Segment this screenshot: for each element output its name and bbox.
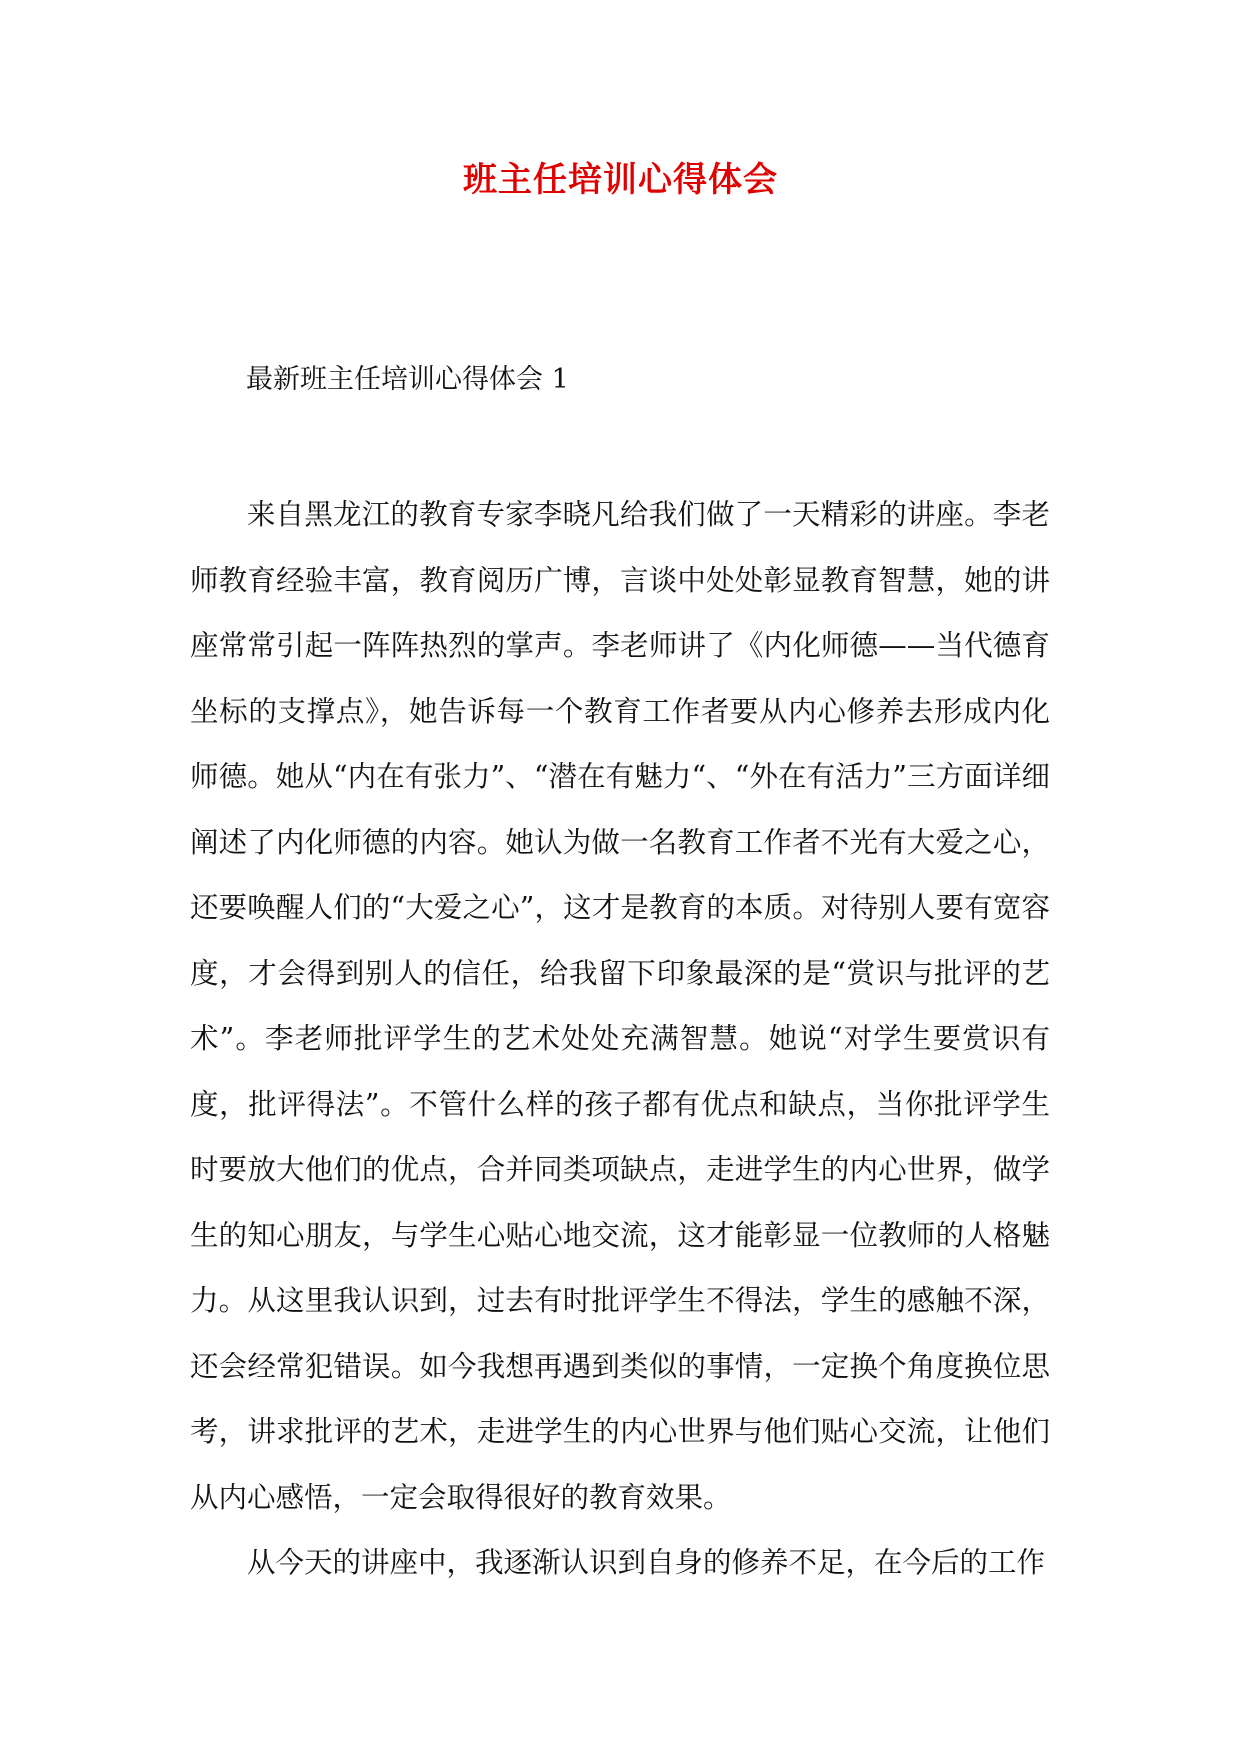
paragraph-2: 从今天的讲座中，我逐渐认识到自身的修养不足，在今后的工作: [247, 1546, 1046, 1579]
document-title: 班主任培训心得体会: [463, 160, 778, 200]
body-text: [190, 482, 1050, 1596]
paragraph-1: 来自黑龙江的教育专家李晓凡给我们做了一天精彩的讲座。李老师教育经验丰富，教育阅历广博，言谈中处处彰显教育智慧，她的讲座常常引起一阵阵热烈的掌声。李老师讲了《内化师德——当代德育坐标的支撑点》，她告诉每一个教育工作者要从内心修养去形成内化师德。她从“内在有张力”、“潜在有魅力“、“外在有活力”三方面详细阐述了内化师德的内容。她认为做一名教育工作者不光有大爱之心，还要唤醒人们的“大爱之心”，这才是教育的本质。对待别人要有宽容度，才会得到别人的信任，给我留下印象最深的是“赏识与批评的艺术”。李老师批评学生的艺术处处充满智慧。她说“对学生要赏识有度，批评得法”。不管什么样的孩子都有优点和缺点，当你批评学生时要放大他们的优点，合并同类项缺点，走进学生的内心世界，做学生的知心朋友，与学生心贴心地交流，这才能彰显一位教师的人格魅力。从这里我认识到，过去有时批评学生不得法，学生的感触不深，还会经常犯错误。如今我想再遇到类似的事情，一定换个角度换位思考，讲求批评的艺术，走进学生的内心世界与他们贴心交流，让他们从内心感悟，一定会取得很好的教育效果。: [190, 498, 1050, 1514]
section-heading: 最新班主任培训心得体会 1: [246, 364, 569, 395]
